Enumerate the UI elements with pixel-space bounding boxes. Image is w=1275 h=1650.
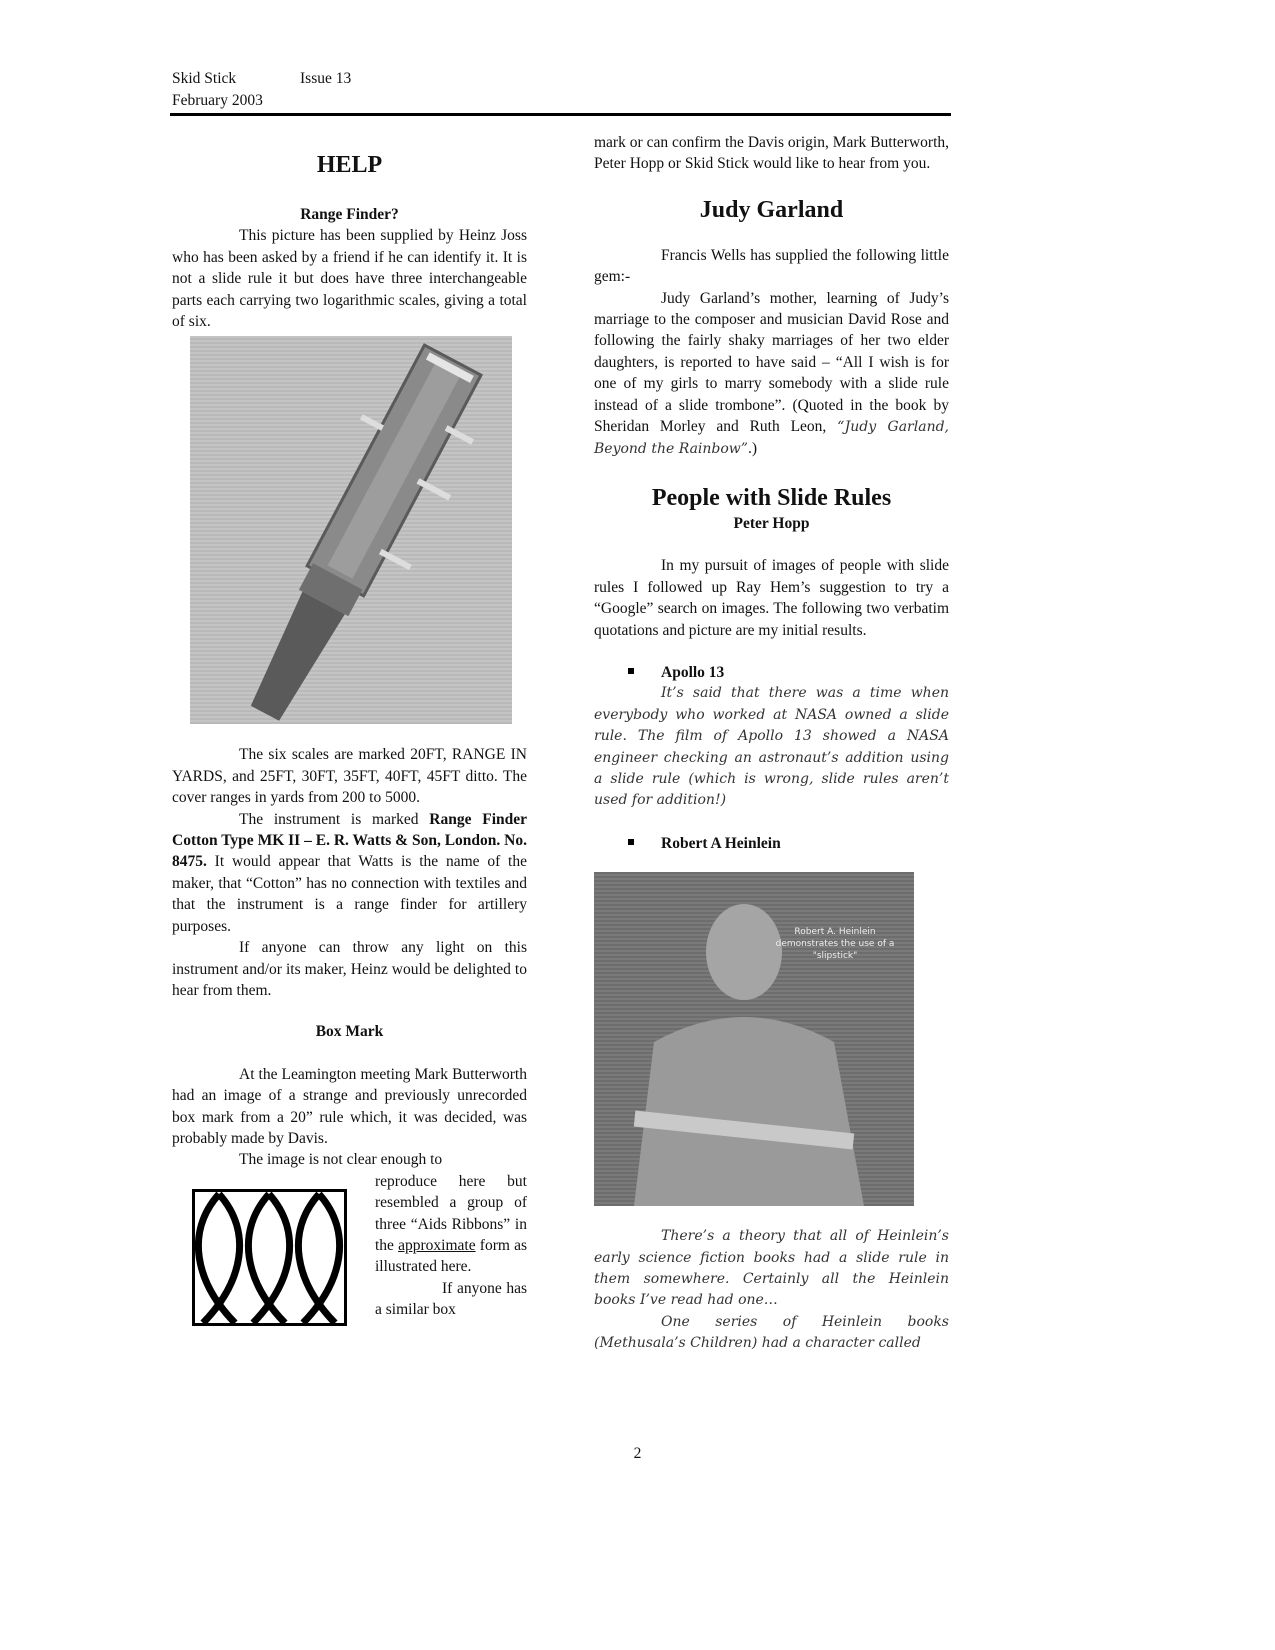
range-finder-subtitle: Range Finder? xyxy=(300,206,399,223)
bullet-apollo-13 xyxy=(628,662,949,683)
box-mark-figure-area xyxy=(172,1171,527,1321)
heinlein-quote-1: There’s a theory that all of Heinlein’s early science fiction books had a slide rule in them somewhere. Certainly all the Heinlein books I’ve read had one… xyxy=(594,1228,949,1309)
bullet-heinlein xyxy=(628,833,949,854)
issue-number: Issue 13 xyxy=(300,70,352,87)
box-mark-appeal: If anyone has a similar box xyxy=(375,1279,527,1319)
box-mark-lead: The image is not clear enough to xyxy=(239,1151,443,1169)
section-title-help: HELP xyxy=(316,152,383,178)
bullet-heading: Apollo 13 xyxy=(661,663,725,681)
bullet-heading: Robert A Heinlein xyxy=(661,834,781,852)
bullet-square-icon xyxy=(628,839,634,845)
range-finder-appeal: If anyone can throw any light on this instrument and/or its maker, Heinz would be delighted to hear from them. xyxy=(172,939,527,999)
marking-prefix: The instrument is marked xyxy=(239,810,430,828)
judy-garland-story xyxy=(594,288,949,461)
aids-ribbons-icon xyxy=(195,1192,344,1323)
range-finder-photo xyxy=(190,336,512,724)
people-intro: In my pursuit of images of people with slide rules I followed up Ray Hem’s suggestion to try a “Google” search on images. The following two verbatim quotations and picture are my initial results. xyxy=(594,557,949,639)
box-mark-desc-a: reproduce here but resembled a group of three “Aids Ribbons” in the xyxy=(375,1172,527,1254)
scales-paragraph: The six scales are marked 20FT, RANGE IN YARDS, and 25FT, 30FT, 35FT, 40FT, 45FT ditto. The cover ranges in yards from 200 to 5000. xyxy=(172,746,527,807)
range-finder-image-icon xyxy=(190,336,512,724)
box-mark-illustration xyxy=(192,1189,347,1326)
marking-suffix: It would appear that Watts is the name of the maker, that “Cotton” has no connection with textiles and that the instrument is a range finder for artillery purposes. xyxy=(172,853,527,935)
judy-garland-title: Judy Garland xyxy=(699,196,844,223)
box-mark-description xyxy=(375,1171,527,1278)
box-mark-desc-b: form as illustrated here. xyxy=(375,1236,528,1276)
page-header xyxy=(172,68,351,112)
apollo-quote: It’s said that there was a time when everybody who worked at NASA owned a slide rule. The film of Apollo 13 showed a NASA engineer checking an astronaut’s addition using a slide rule (which is wrong, slide rules aren’t used for addition!) xyxy=(594,685,949,809)
publication-name: Skid Stick xyxy=(172,70,237,87)
box-mark-subtitle: Box Mark xyxy=(315,1023,384,1041)
heinlein-photo xyxy=(594,872,914,1206)
header-rule xyxy=(170,113,951,116)
people-title: People with Slide Rules xyxy=(651,484,892,511)
story-end: .) xyxy=(747,440,757,458)
page-number: 2 xyxy=(633,1445,642,1462)
right-column xyxy=(594,132,949,1355)
heinlein-quote-2: One series of Heinlein books (Methusala’s Children) had a character called xyxy=(594,1313,949,1352)
people-author: Peter Hopp xyxy=(733,514,810,532)
bullet-square-icon xyxy=(628,668,634,674)
box-mark-continuation: mark or can confirm the Davis origin, Mark Butterworth, Peter Hopp or Skid Stick would like to hear from you. xyxy=(594,134,949,173)
story-text: Judy Garland’s mother, learning of Judy’s marriage to the composer and musician David Rose and following the fairly shaky marriages of her two elder daughters, is reported to have said – “All I wish is for one of my girls to marry somebody with a slide rule instead of a slide trombone”. (Quoted in the book by Sheridan Morley and Ruth Leon, xyxy=(594,289,949,436)
marking-text: Range Finder Cotton Type MK II – E. R. Watts & Son, London. No. 8475. xyxy=(172,810,527,871)
range-finder-intro: This picture has been supplied by Heinz Joss who has been asked by a friend if he can identify it. It is not a slide rule it but does have three interchangeable parts each carrying two logarithmic scales, giving a total of six. xyxy=(172,227,527,331)
approximate-underlined: approximate xyxy=(398,1236,476,1254)
judy-garland-intro: Francis Wells has supplied the following little gem:- xyxy=(594,246,949,286)
issue-date: February 2003 xyxy=(172,92,263,109)
box-mark-wrapped-text xyxy=(375,1171,527,1321)
box-mark-paragraph: At the Leamington meeting Mark Butterworth had an image of a strange and previously unrecorded box mark from a 20” rule which, it was decided, was probably made by Davis. xyxy=(172,1065,527,1147)
book-title: “Judy Garland, Beyond the Rainbow” xyxy=(594,419,950,458)
left-column xyxy=(172,150,527,1321)
person-image-icon xyxy=(594,872,914,1206)
heinlein-photo-caption: Robert A. Heinlein demonstrates the use of a "slipstick" xyxy=(775,927,895,962)
instrument-marking-paragraph xyxy=(172,809,527,937)
